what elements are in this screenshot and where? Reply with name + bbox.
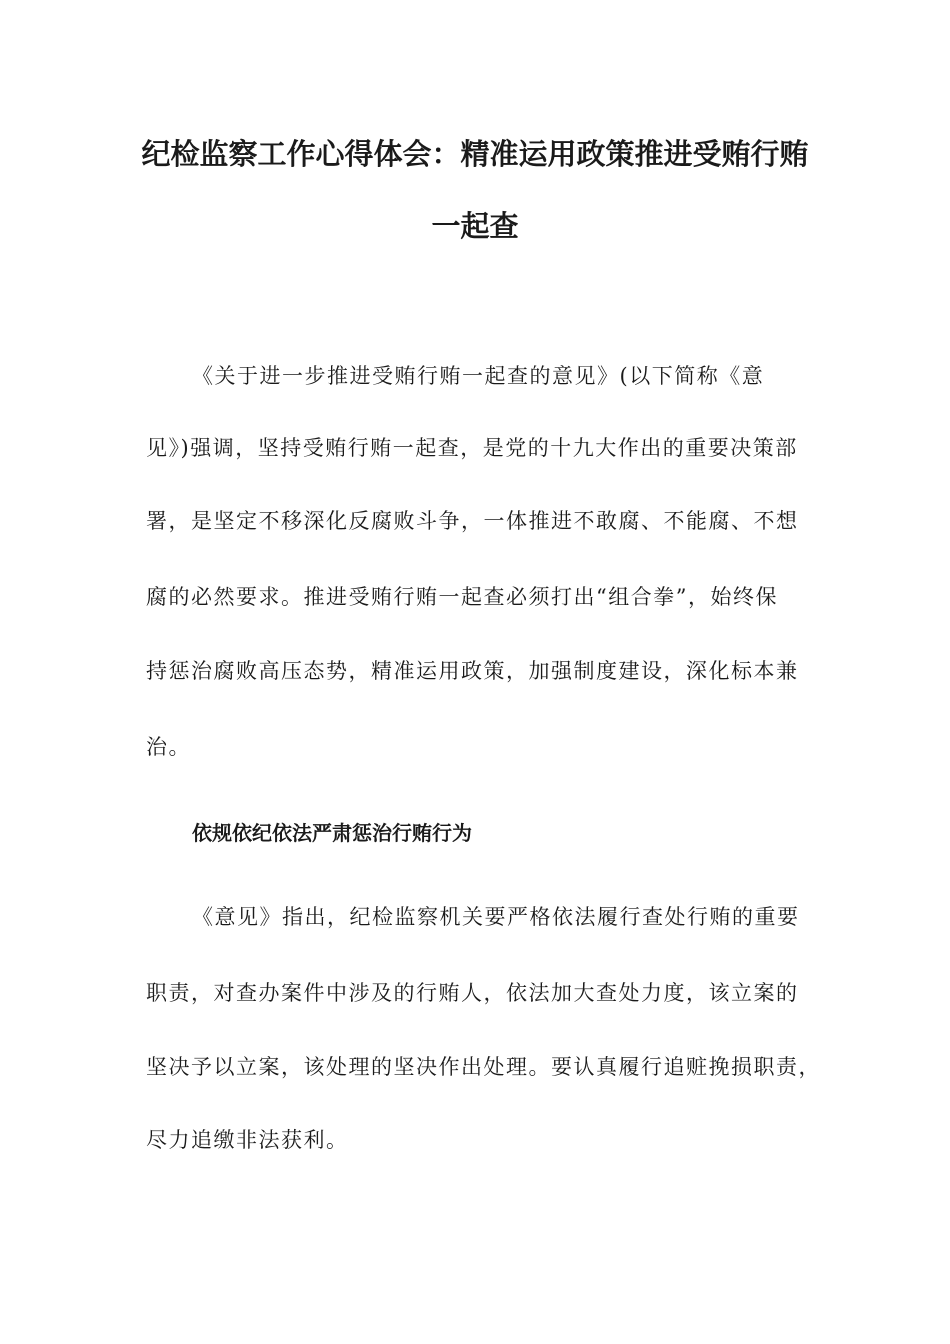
paragraph-1-line: 腐的必然要求。推进受贿行贿一起查必须打出“组合拳”，始终保 [146, 585, 778, 609]
paragraph-1-line: 署，是坚定不移深化反腐败斗争，一体推进不敢腐、不能腐、不想 [146, 509, 799, 533]
document-title-line-1: 纪检监察工作心得体会：精准运用政策推进受贿行贿 [141, 137, 809, 171]
section-heading: 依规依纪依法严肃惩治行贿行为 [192, 821, 472, 845]
paragraph-1-line: 《关于进一步推进受贿行贿一起查的意见》(以下简称《意 [192, 364, 765, 388]
document-title-line-2: 一起查 [431, 209, 519, 243]
paragraph-2-line: 职责，对查办案件中涉及的行贿人，依法加大查处力度，该立案的 [146, 981, 799, 1005]
paragraph-1-line: 治。 [146, 735, 191, 759]
paragraph-1-line: 见》)强调，坚持受贿行贿一起查，是党的十九大作出的重要决策部 [146, 436, 798, 460]
paragraph-2-line: 《意见》指出，纪检监察机关要严格依法履行查处行贿的重要 [192, 905, 800, 929]
paragraph-2-line: 尽力追缴非法获利。 [146, 1128, 349, 1152]
paragraph-1-line: 持惩治腐败高压态势，精准运用政策，加强制度建设，深化标本兼 [146, 659, 799, 683]
paragraph-2-line: 坚决予以立案，该处理的坚决作出处理。要认真履行追赃挽损职责， [146, 1055, 821, 1079]
